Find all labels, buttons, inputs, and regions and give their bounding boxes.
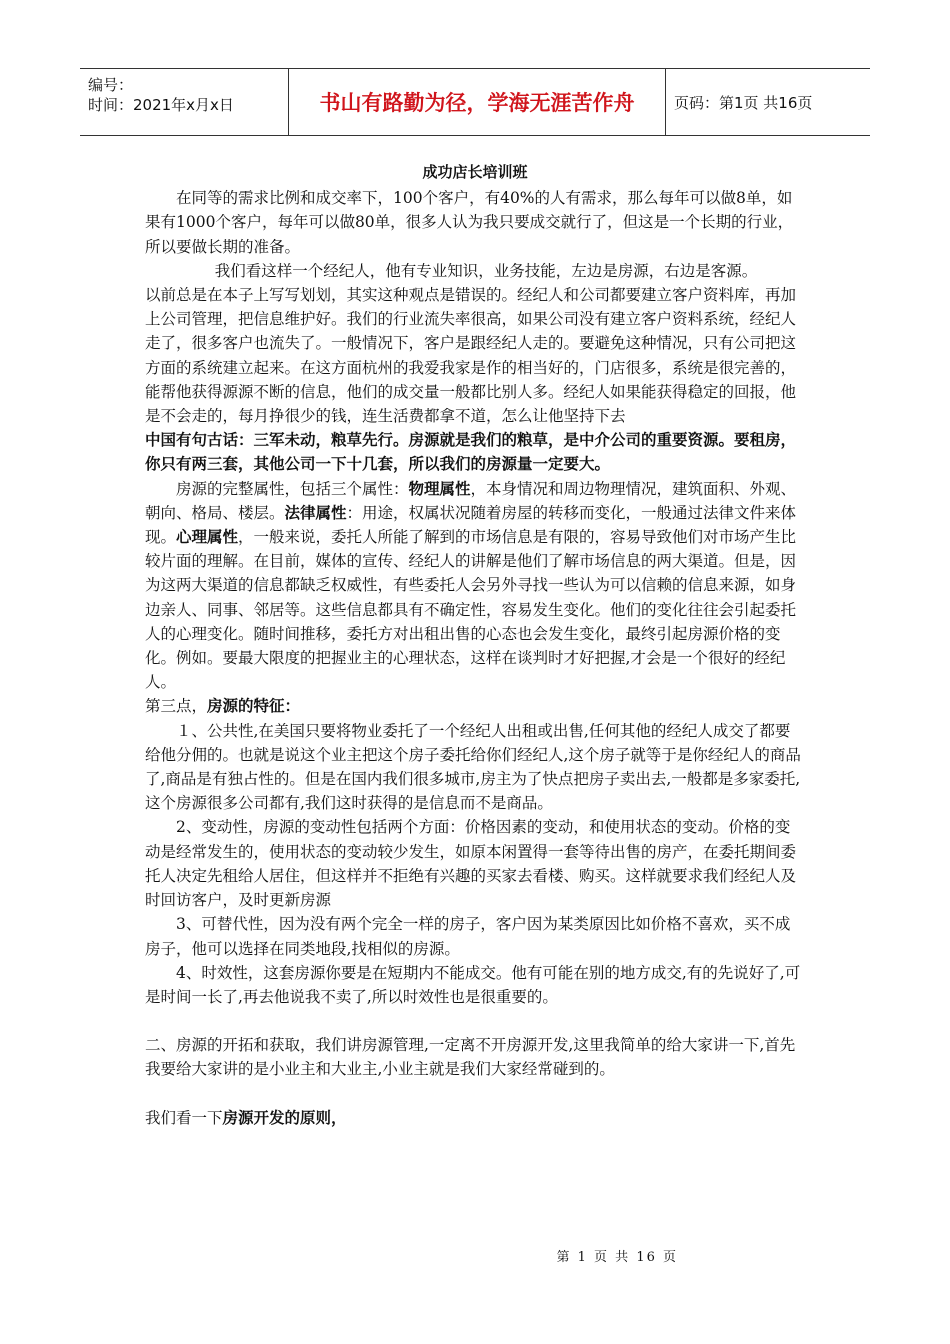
paragraph <box>145 477 805 695</box>
text: 房源的完整属性，包括三个属性： <box>176 479 409 498</box>
text: ，一般来说，委托人所能了解到的市场信息是有限的，容易导致他们对市场产生比较片面的理解。在目前，媒体的宣传、经纪人的讲解是他们了解市场信息的两大渠道。但是，因为这两大渠道的信息都缺乏权威性，有些委托人会另外寻找一些认为可以信赖的信息来源，如身边亲人、同事、邻居等。这些信息都具有不确定性，容易发生变化。他们的变化往往会引起委托人的心理变化。随时间推移，委托方对出租出售的心态也会发生变化，最终引起房源价格的变化。例如。要最大限度的把握业主的心理状态，这样在谈判时才好把握,才会是一个很好的经纪人。 <box>145 528 797 692</box>
term-physical: 物理属性 <box>408 478 471 498</box>
paragraph <box>145 1106 805 1130</box>
text: ：用途，权属状况随着房屋的转移而变化，一般通过法律文件来体现。 <box>145 503 797 547</box>
paragraph: 2、变动性，房源的变动性包括两个方面：价格因素的变动，和使用状态的变动。价格的变动是经常发生的，使用状态的变动较少发生，如原本闲置得一套等待出售的房产，在委托期间委托人决定先租给人居住，但这样并不拒绝有兴趣的买家去看楼、购买。这样就要求我们经纪人及时回访客户，及时更新房源 <box>145 818 797 910</box>
document-title: 成功店长培训班 <box>422 163 528 181</box>
paragraph: 3、可替代性，因为没有两个完全一样的房子，客户因为某类原因比如价格不喜欢，买不成房子，他可以选择在同类地段,找相似的房源。 <box>145 915 791 958</box>
text-bold: 房源开发的原则， <box>222 1107 347 1127</box>
paragraph: １、公共性,在美国只要将物业委托了一个经纪人出租或出售,任何其他的经纪人成交了都要给他分佣的。也就是说这个业主把这个房子委托给你们经纪人,这个房子就等于是你经纪人的商品了,商品是有独占性的。但是在国内我们很多城市,房主为了快点把房子卖出去,一般都是多家委托,这个房源很多公司都有,我们这时获得的是信息而不是商品。 <box>145 721 801 813</box>
page-footer <box>0 1246 950 1265</box>
text-bold: 房源的特征： <box>207 696 301 716</box>
text: 第三点， <box>145 697 208 716</box>
document-body <box>145 160 805 1130</box>
header-page: 页码：第1页 共16页 <box>674 93 813 112</box>
paragraph: 在同等的需求比例和成交率下，100个客户，有40%的人有需求，那么每年可以做8单，如果有1000个客户，每年可以做80单，很多人认为我只要成交就行了，但这是一个长期的行业，所以要做长期的准备。 <box>145 189 794 256</box>
document-header <box>80 68 870 136</box>
section-heading <box>145 694 805 718</box>
paragraph: 二、房源的开拓和获取，我们讲房源管理,一定离不开房源开发,这里我简单的给大家讲一下,首先我要给大家讲的是小业主和大业主,小业主就是我们大家经常碰到的。 <box>145 1036 796 1079</box>
header-meta <box>80 69 289 135</box>
term-legal: 法律属性 <box>284 502 347 522</box>
term-psychological: 心理属性 <box>176 527 239 547</box>
paragraph-emphasis: 中国有句古话：三军未动，粮草先行。房源就是我们的粮草，是中介公司的重要资源。要租房，你只有两三套，其他公司一下十几套，所以我们的房源量一定要大。 <box>145 430 797 474</box>
header-number: 编号： <box>88 76 134 94</box>
header-time: 时间：2021年x月x日 <box>88 96 234 114</box>
paragraph: 我们看这样一个经纪人，他有专业知识，业务技能，左边是房源，右边是客源。 <box>214 261 758 280</box>
paragraph: 4、时效性，这套房源你要是在短期内不能成交。他有可能在别的地方成交,有的先说好了,可是时间一长了,再去他说我不卖了,所以时效性也是很重要的。 <box>145 963 801 1006</box>
footer-page-number: 第 1 页 共 16 页 <box>556 1250 678 1265</box>
paragraph: 以前总是在本子上写写划划，其实这种观点是错误的。经纪人和公司都要建立客户资料库，再加上公司管理，把信息维护好。我们的行业流失率很高，如果公司没有建立客户资料系统，经纪人走了，很多客户也流失了。一般情况下，客户是跟经纪人走的。要避免这种情况，只有公司把这方面的系统建立起来。在这方面杭州的我爱我家是作的相当好的，门店很多，系统是很完善的，能帮他获得源源不断的信息，他们的成交量一般都比别人多。经纪人如果能获得稳定的回报，他是不会走的，每月挣很少的钱，连生活费都拿不道，怎么让他坚持下去 <box>145 286 797 426</box>
text: 我们看一下 <box>145 1108 223 1127</box>
header-motto: 书山有路勤为径，学海无涯苦作舟 <box>289 69 666 135</box>
text: ，本身情况和周边物理情况，建筑面积、外观、朝向、格局、楼层。 <box>145 479 797 522</box>
